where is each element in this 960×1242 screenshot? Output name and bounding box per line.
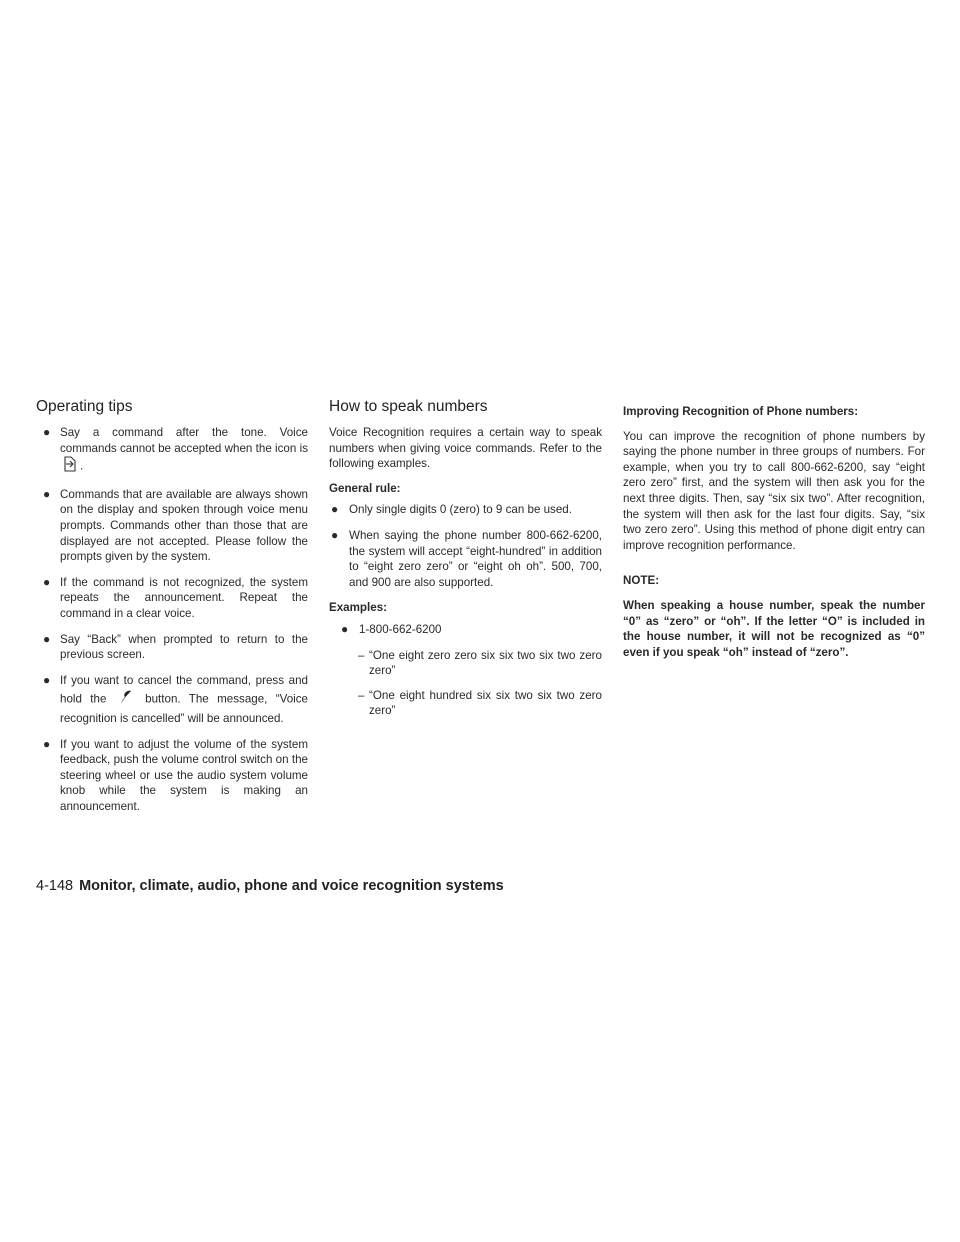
list-item: – “One eight zero zero six six two six two zero zero” [358,648,602,678]
speak-numbers-heading: How to speak numbers [329,398,488,415]
chapter-title: Monitor, climate, audio, phone and voice recognition systems [79,878,504,894]
bullet-icon: ● [341,621,349,636]
improving-recognition-column [623,404,925,660]
list-item: ● Say “Back” when prompted to return to the previous screen. [43,631,308,662]
talk-switch-icon [117,688,135,711]
operating-tips-column [36,398,308,824]
note-body: When speaking a house number, speak the number “0” as “zero” or “oh”. If the letter “O” is included in the house number, it will not be recognized as “0” even if you speak “oh” instead of “zero”. [623,598,925,659]
list-item: ● Only single digits 0 (zero) to 9 can be used. [331,502,572,517]
bullet-icon: ● [331,527,339,542]
bullet-icon: ● [43,574,51,589]
operating-tips-list [36,425,308,814]
general-rule-list [329,502,602,590]
voice-command-icon [62,456,78,477]
bullet-icon: ● [43,672,51,687]
general-rule-label: General rule: [329,481,401,495]
examples-list [329,622,602,638]
page-footer [36,878,504,894]
bullet-icon: ● [43,425,51,439]
examples-label: Examples: [329,601,387,615]
list-item: – “One eight hundred six six two six two zero zero” [358,688,602,718]
bullet-icon: ● [331,502,339,517]
improving-recognition-body: You can improve the recognition of phone numbers by saying the phone number in three groups of numbers. For example, when you try to call 800-662-6200, say “eight zero zero” first, and the system will then ask you for the next three digits. Then, say “six six two”. After recognition, the system will then ask for the last four digits. Say, “six two zero zero”. Using this method of phone digit entry can improve recognition performance. [623,429,925,552]
list-item: ● 1-800-662-6200 [341,621,442,636]
list-item: ● If you want to adjust the volume of the system feedback, push the volume control switch on the steering wheel or use the audio system volume knob while the system is making an announcement. [43,736,308,813]
bullet-icon: ● [43,736,51,751]
dash-icon: – [358,648,365,662]
speak-numbers-intro: Voice Recognition requires a certain way to speak numbers when giving voice commands. Refer to the following examples. [329,426,602,471]
list-item: ● If the command is not recognized, the system repeats the announcement. Repeat the command in a clear voice. [43,574,308,620]
list-item: ● Say a command after the tone. Voice commands cannot be accepted when the icon is . [36,425,308,477]
bullet-icon: ● [43,486,51,501]
bullet-icon: ● [43,631,51,646]
example-dash-list [329,648,602,719]
speak-numbers-column [329,398,602,728]
operating-tips-heading: Operating tips [36,398,133,415]
note-label: NOTE: [623,574,660,588]
list-item: ● When saying the phone number 800-662-6200, the system will accept “eight-hundred” in addition to “eight zero zero” or “eight oh oh”. 500, 700, and 900 are also supported. [331,527,602,589]
improving-recognition-heading: Improving Recognition of Phone numbers: [623,405,859,418]
dash-icon: – [358,688,365,702]
list-item: ● If you want to cancel the command, press and hold the button. The message, “Voice recognition is cancelled” will be announced. [43,672,308,725]
page-number: 4-148 [36,878,74,894]
list-item: ● Commands that are available are always shown on the display and spoken through voice menu prompts. Commands other than those that are displayed are not accepted. Please follow the prompts given by the system. [43,486,308,564]
